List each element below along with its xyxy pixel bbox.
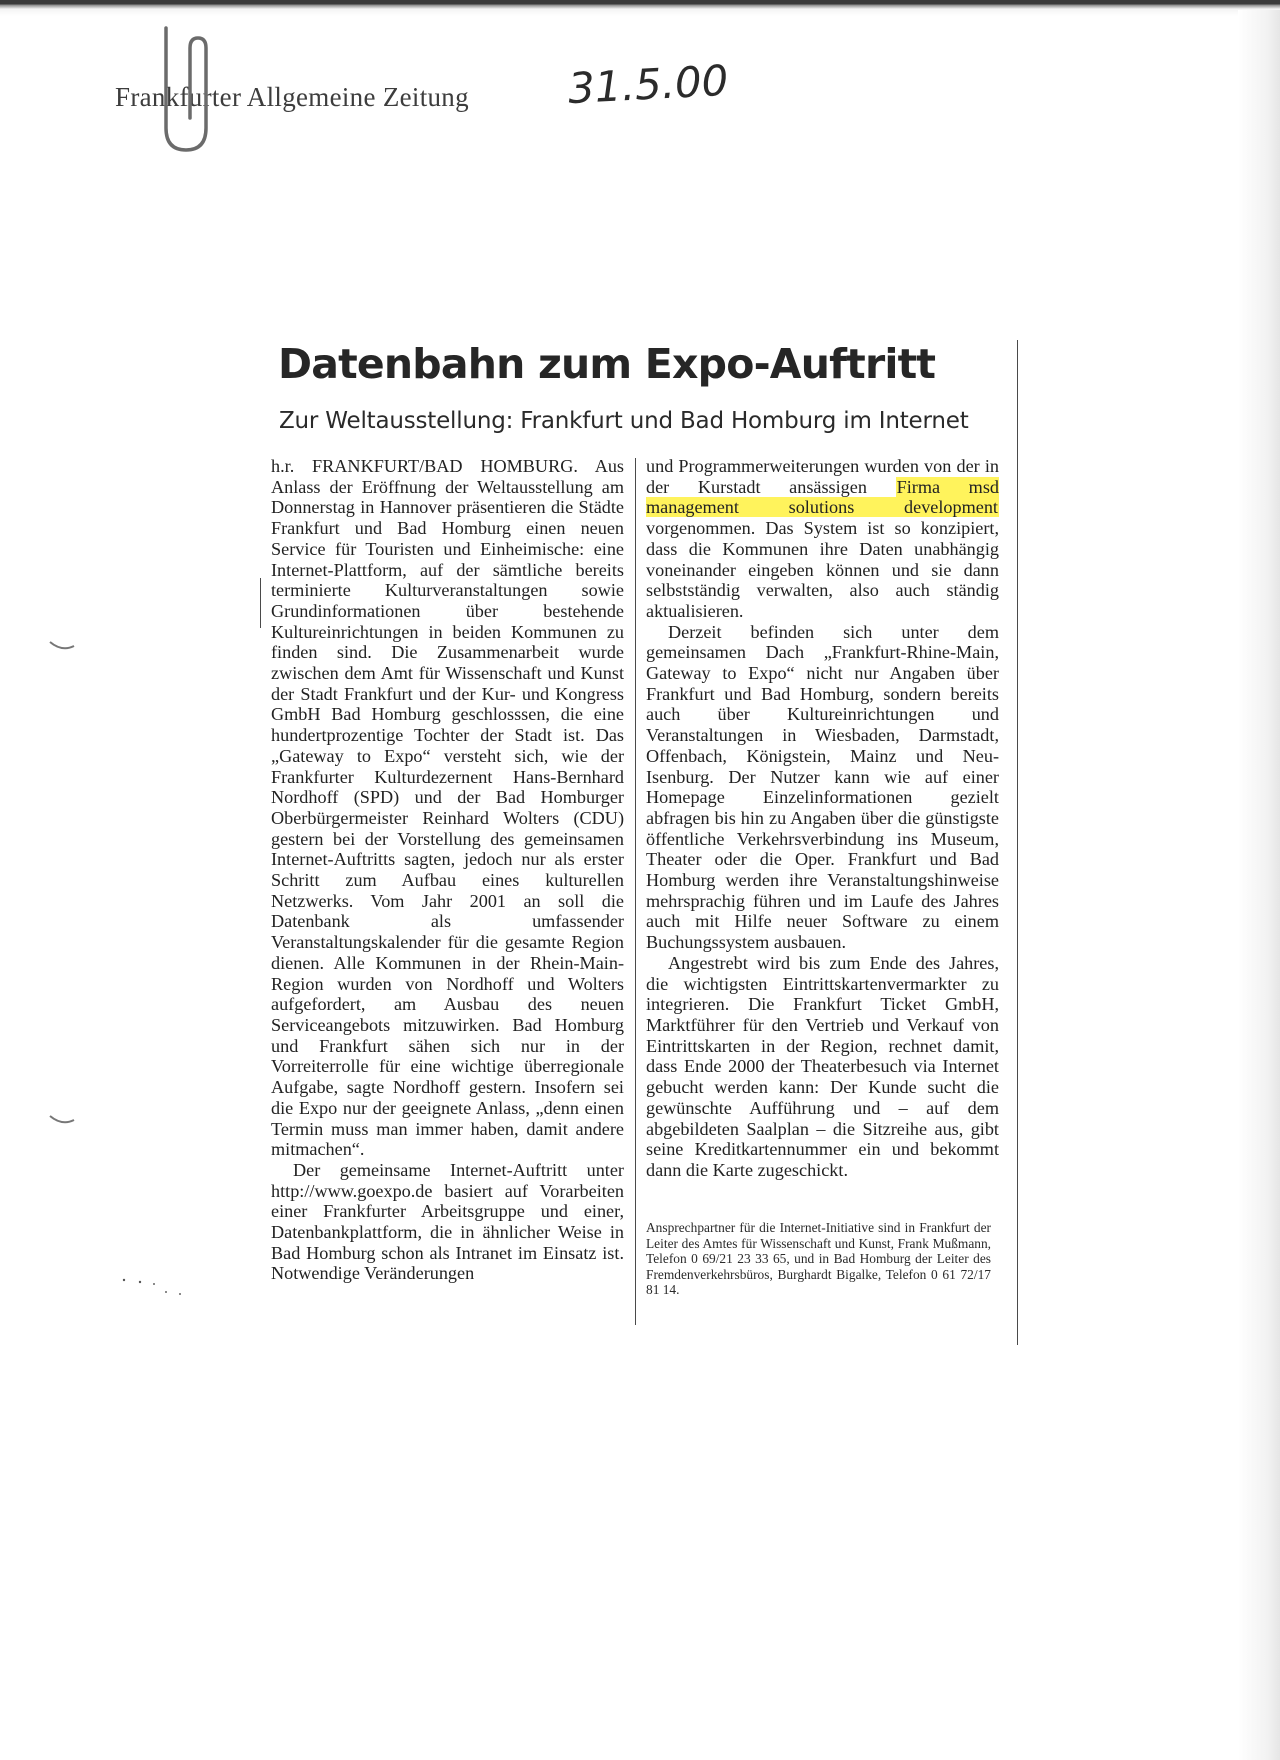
article-paragraph <box>646 456 999 622</box>
article-paragraph: Angestrebt wird bis zum Ende des Jahres, die wichtigsten Eintrittskartenvermarkter zu integrieren. Die Frankfurt Ticket GmbH, Marktführer für den Vertrieb und Verkauf von Eintrittskarten in der Region, rechnet damit, dass Ende 2000 der Theaterbesuch via Internet gebucht werden kann: Der Kunde sucht die gewünschte Aufführung und – auf dem abgebildeten Saalplan – die Sitzreihe aus, gibt seine Kreditkartennummer ein und bekommt dann die Karte zugeschickt. <box>646 952 999 1180</box>
scan-right-shadow <box>1238 10 1280 1760</box>
article-paragraph: Der gemeinsame Internet-Auftritt unter http://www.goexpo.de basiert auf Vorarbeiten einer Frankfurter Arbeitsgruppe und einer, Datenbankplattform, die in ähnlicher Weise in Bad Homburg schon als Intranet im Einsatz ist. Notwendige Veränderungen <box>271 1159 624 1284</box>
scan-speckles <box>120 1270 200 1300</box>
paragraph-text: vorgenommen. Das System ist so konzipiert, dass die Kommunen ihre Daten unabhängig voneinander eingeben können und sie dann selbstständig verwalten, also auch ständig aktualisieren. <box>646 518 999 621</box>
article-right-border <box>1017 340 1018 1345</box>
article-column-right <box>646 456 999 1181</box>
newspaper-masthead: Frankfurter Allgemeine Zeitung <box>115 82 469 112</box>
column-divider-left-margin <box>260 578 261 628</box>
margin-tick-mark <box>48 1114 76 1128</box>
article-column-left <box>271 456 624 1284</box>
column-divider <box>635 458 636 1325</box>
article-paragraph: h.r. FRANKFURT/BAD HOMBURG. Aus Anlass der Eröffnung der Weltausstellung am Donnerstag in Hannover präsentieren die Städte Frankfurt und Bad Homburg einen neuen Service für Touristen und Einheimische: eine Internet-Plattform, auf der sämtliche bereits terminierte Kulturveranstaltungen sowie Grundinformationen über bestehende Kultureinrichtungen in beiden Kommunen zu finden sind. Die Zusammenarbeit wurde zwischen dem Amt für Wissenschaft und Kunst der Stadt Frankfurt und der Kur- und Kongress GmbH Bad Homburg geschlosssen, die eine hundertprozentige Tochter der Stadt ist. Das „Gateway to Expo“ versteht sich, wie der Frankfurter Kulturdezernent Hans-Bernhard Nordhoff (SPD) und der Bad Homburger Oberbürgermeister Reinhard Wolters (CDU) gestern bei der Vorstellung des gemeinsamen Internet-Auftritts sagten, jedoch nur als erster Schritt zum Aufbau eines kulturellen Netzwerks. Vom Jahr 2001 an soll die Datenbank als umfassender Veranstaltungskalender für die gesamte Region dienen. Alle Kommunen in der Rhein-Main-Region wurden von Nordhoff und Wolters aufgefordert, am Ausbau des neuen Serviceangebots mitzuwirken. Bad Homburg und Frankfurt sähen sich nur in der Vorreiterrolle für eine wichtige überregionale Aufgabe, sagte Nordhoff gestern. Insofern sei die Expo nur der geeignete Anlass, „denn einen Termin muss man immer haben, damit andere mitmachen“. <box>271 456 624 1160</box>
article-headline: Datenbahn zum Expo-Auftritt <box>278 340 936 388</box>
handwritten-date: 31.5.00 <box>566 55 730 114</box>
paperclip-icon <box>144 10 214 160</box>
contact-note: Ansprechpartner für die Internet-Initiative sind in Frankfurt der Leiter des Amtes für Wissenschaft und Kunst, Frank Mußmann, Telefon 0 69/21 23 33 65, und in Bad Homburg der Leiter des Fremdenverkehrsbüros, Burghardt Bigalke, Telefon 0 61 72/17 81 14. <box>646 1220 991 1298</box>
highlighted-company-name: Firma msd management solutions development <box>646 476 1000 518</box>
article-subheadline: Zur Weltausstellung: Frankfurt und Bad Homburg im Internet <box>279 408 969 434</box>
paragraph-text: und Programmerweiterungen wurden von der in der Kurstadt ansässigen <box>646 456 999 497</box>
margin-tick-mark <box>48 640 76 654</box>
article-paragraph: Derzeit befinden sich unter dem gemeinsamen Dach „Frankfurt-Rhine-Main, Gateway to Expo“ nicht nur Angaben über Frankfurt und Bad Homburg, sondern bereits auch über Kultureinrichtungen und Veranstaltungen in Wiesbaden, Darmstadt, Offenbach, Königstein, Mainz und Neu-Isenburg. Der Nutzer kann wie auf einer Homepage Einzelinformationen gezielt abfragen bis hin zu Angaben über die günstigste öffentliche Verkehrsverbindung ins Museum, Theater oder die Oper. Frankfurt und Bad Homburg werden ihre Veranstaltungshinweise mehrsprachig führen und im Laufe des Jahres auch mit Hilfe neuer Software zu einem Buchungssystem ausbauen. <box>646 621 999 953</box>
